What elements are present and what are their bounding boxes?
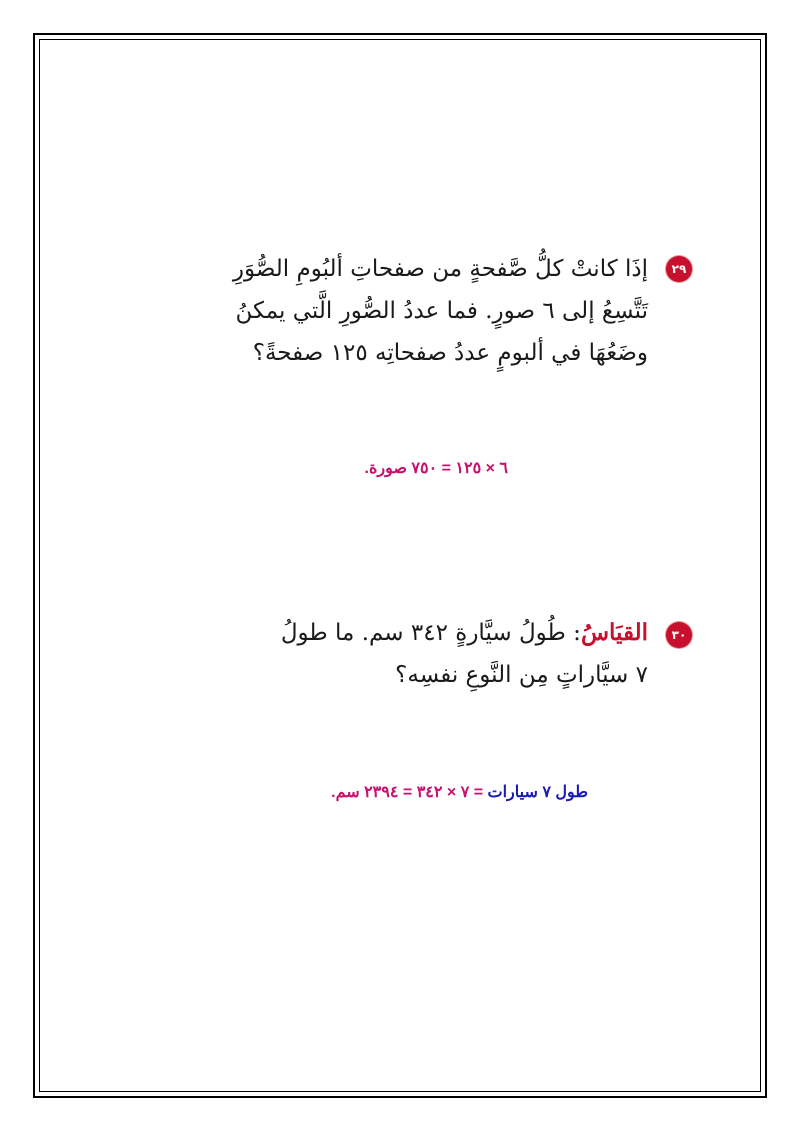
question-29-line-2: تَتَّسِعُ إلى ٦ صورٍ. فما عددُ الصُّورِ الَّتي يمكنُ: [235, 298, 648, 324]
question-30-topic: القيَاسُ: [580, 619, 648, 646]
question-30-line-1: [281, 612, 648, 654]
page-border-inner: [39, 39, 761, 1092]
question-30-answer: [331, 782, 588, 802]
question-29-line-1: إذَا كانتْ كلُّ صَّفحةٍ من صفحاتِ ألبُومِ الصُّوَرِ: [232, 256, 648, 282]
question-29-number-badge: ٢٩: [666, 256, 692, 282]
question-29-text: [233, 248, 648, 374]
question-30-answer-label: طول ٧ سيارات: [487, 784, 588, 801]
question-30-text: [281, 612, 648, 696]
question-30-answer-value: = ٧ × ٣٤٢ = ٢٣٩٤ سم.: [331, 784, 488, 801]
question-29-line-3: وضَعُهَا في ألبومٍ عددُ صفحاتِه ١٢٥ صفحةً؟: [252, 340, 648, 366]
question-29-answer: ٦ × ١٢٥ = ٧٥٠ صورة.: [364, 460, 508, 477]
question-30-number-badge: ٣٠: [666, 622, 692, 648]
question-30-line-1-text: : طُولُ سيَّارةٍ ٣٤٢ سم. ما طولُ: [280, 620, 581, 646]
question-30-line-2: ٧ سيَّاراتٍ مِن النَّوعِ نفسِه؟: [395, 662, 648, 688]
